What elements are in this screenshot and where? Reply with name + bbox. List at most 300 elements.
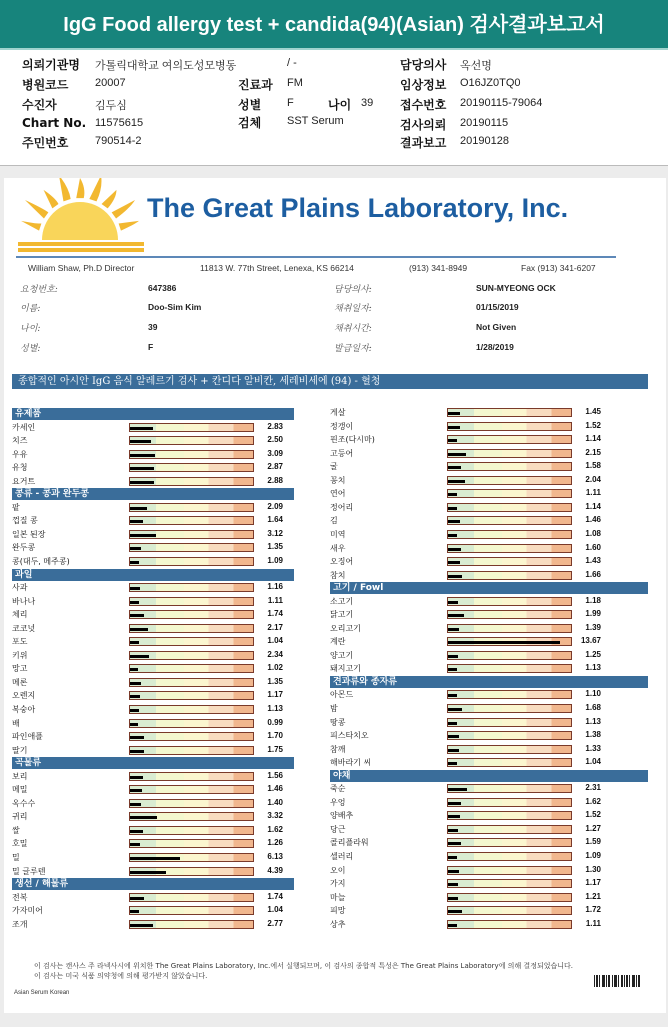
result-bar xyxy=(448,722,457,725)
food-name: 김 xyxy=(330,516,338,526)
food-name: 굴 xyxy=(330,462,338,472)
result-bar-track xyxy=(129,664,254,673)
result-bar xyxy=(448,897,458,900)
result-bar-track xyxy=(129,691,254,700)
result-value: 2.31 xyxy=(585,783,601,793)
result-bar xyxy=(130,816,157,819)
food-name: 돼지고기 xyxy=(330,664,361,674)
food-name: 배 xyxy=(12,718,20,728)
result-bar-track xyxy=(129,705,254,714)
result-bar-track xyxy=(447,879,572,888)
food-name: 전복 xyxy=(12,892,28,902)
sun-ray xyxy=(21,221,41,231)
barcode-icon xyxy=(594,975,640,987)
collect-date-value: 01/15/2019 xyxy=(476,302,519,312)
food-name: 가지 xyxy=(330,879,346,889)
result-row xyxy=(330,474,602,488)
report-date-label: 결과보고 xyxy=(400,136,447,150)
result-value: 1.30 xyxy=(585,864,601,874)
result-bar xyxy=(130,857,180,860)
result-value: 2.77 xyxy=(267,918,283,928)
patient-label: 수진자 xyxy=(22,98,57,112)
food-name: 오이 xyxy=(330,865,346,875)
result-bar-track xyxy=(129,839,254,848)
food-name: 소고기 xyxy=(330,596,354,606)
food-name: 오렌지 xyxy=(12,691,36,701)
result-row xyxy=(330,487,602,501)
result-value: 3.32 xyxy=(267,811,283,821)
sun-ray xyxy=(76,178,84,198)
sun-ray xyxy=(112,200,135,218)
result-bar-track xyxy=(129,893,254,902)
result-row xyxy=(330,743,602,757)
food-name: 땅콩 xyxy=(330,717,346,727)
result-row xyxy=(330,447,602,461)
physician-label: 담당의사: xyxy=(334,285,372,295)
result-row xyxy=(330,460,602,474)
result-bar-track xyxy=(447,462,572,471)
result-row xyxy=(330,514,602,528)
result-bar xyxy=(448,548,461,551)
result-bar xyxy=(130,924,153,927)
food-name: 당근 xyxy=(330,824,346,834)
result-bar-track xyxy=(129,557,254,566)
result-bar xyxy=(130,750,144,753)
result-value: 1.45 xyxy=(585,407,601,416)
result-bar-track xyxy=(129,906,254,915)
result-value: 1.04 xyxy=(585,757,601,767)
food-name: 죽순 xyxy=(330,784,346,794)
result-bar xyxy=(130,709,139,712)
food-name: 미역 xyxy=(330,529,346,539)
result-bar-track xyxy=(447,610,572,619)
result-row xyxy=(12,824,284,838)
section-header: 과일 xyxy=(12,569,294,581)
result-bar xyxy=(448,735,459,738)
result-bar xyxy=(130,910,139,913)
food-name: 바나나 xyxy=(12,596,36,606)
food-name: 호밀 xyxy=(12,839,28,849)
food-name: 밀 xyxy=(12,852,20,862)
sex-label: 성별 xyxy=(238,98,262,112)
clinical-info-value: O16JZ0TQ0 xyxy=(460,77,521,89)
food-name: 요거트 xyxy=(12,476,36,486)
result-value: 1.25 xyxy=(585,649,601,659)
result-bar xyxy=(448,749,459,752)
result-bar xyxy=(130,614,144,617)
age-value-en: 39 xyxy=(148,322,158,332)
specimen-value: SST Serum xyxy=(287,115,344,127)
food-name: 양고기 xyxy=(330,650,354,660)
result-bar xyxy=(130,776,143,779)
sun-ray xyxy=(102,190,117,209)
result-value: 1.75 xyxy=(267,744,283,754)
name-label: 이름: xyxy=(20,304,41,314)
result-row xyxy=(12,797,284,811)
food-name: 보리 xyxy=(12,771,28,781)
result-row xyxy=(330,756,602,770)
result-value: 1.58 xyxy=(585,461,601,471)
result-bar xyxy=(448,641,560,644)
result-value: 1.62 xyxy=(267,824,283,834)
result-bar-track xyxy=(129,530,254,539)
result-row xyxy=(12,475,284,489)
food-name: 사과 xyxy=(12,583,28,592)
result-bar-track xyxy=(447,906,572,915)
result-bar-track xyxy=(447,408,572,417)
result-bar xyxy=(130,723,138,726)
resident-id-label: 주민번호 xyxy=(22,136,69,150)
result-bar xyxy=(130,427,153,430)
result-row xyxy=(330,836,602,850)
result-value: 1.14 xyxy=(585,501,601,511)
result-row xyxy=(12,434,284,448)
sun-ray xyxy=(44,190,59,209)
food-name: 게살 xyxy=(330,408,346,417)
food-name: 정어리 xyxy=(330,502,354,512)
result-bar xyxy=(448,466,461,469)
result-value: 1.09 xyxy=(585,851,601,860)
result-row xyxy=(330,595,602,609)
result-bar xyxy=(130,843,140,846)
result-bar-track xyxy=(447,476,572,485)
result-bar-track xyxy=(447,571,572,580)
result-bar xyxy=(130,655,149,658)
result-bar-track xyxy=(129,637,254,646)
result-bar-track xyxy=(129,867,254,876)
lab-director: William Shaw, Ph.D Director xyxy=(28,263,135,273)
result-bar xyxy=(130,587,140,590)
section-header: 견과류와 종자류 xyxy=(330,676,648,688)
hospital-code-label: 병원코드 xyxy=(22,78,69,92)
result-row xyxy=(12,703,284,717)
result-bar xyxy=(130,641,139,644)
result-row xyxy=(330,796,602,810)
result-row xyxy=(330,823,602,837)
result-bar-track xyxy=(447,530,572,539)
result-value: 1.13 xyxy=(585,663,601,673)
result-value: 1.17 xyxy=(267,690,283,700)
food-name: 콩(대두, 메주콩) xyxy=(12,556,70,566)
result-bar-track xyxy=(129,719,254,728)
result-bar xyxy=(130,440,151,443)
result-row xyxy=(330,420,602,434)
clinical-info-label: 임상정보 xyxy=(400,78,447,92)
food-name: 메론 xyxy=(12,677,28,687)
result-row xyxy=(12,541,284,555)
food-name: 피망 xyxy=(330,906,346,916)
food-name: 닭고기 xyxy=(330,610,354,620)
result-value: 1.11 xyxy=(267,595,283,605)
result-bar-track xyxy=(129,651,254,660)
sun-ray xyxy=(89,178,101,201)
result-bar-track xyxy=(447,637,572,646)
result-row xyxy=(330,528,602,542)
result-value: 2.17 xyxy=(267,622,283,632)
food-name: 가자미어 xyxy=(12,906,43,916)
result-row xyxy=(12,918,284,932)
result-bar-track xyxy=(129,785,254,794)
food-name: 옥수수 xyxy=(12,798,36,808)
result-bar xyxy=(130,897,144,900)
section-header: 콩류 - 콩과 완두콩 xyxy=(12,488,294,500)
result-value: 2.88 xyxy=(267,475,283,485)
result-row xyxy=(12,676,284,690)
institution-value: 가톨릭대학교 여의도성모병동 xyxy=(95,60,237,72)
result-value: 1.39 xyxy=(585,622,601,632)
result-row xyxy=(330,501,602,515)
result-bar xyxy=(130,520,143,523)
result-bar xyxy=(448,520,460,523)
result-value: 1.09 xyxy=(267,555,283,565)
lab-fax: Fax (913) 341-6207 xyxy=(521,263,596,273)
result-bar xyxy=(448,924,457,927)
result-bar-track xyxy=(129,597,254,606)
result-value: 2.34 xyxy=(267,649,283,659)
result-value: 1.74 xyxy=(267,609,283,619)
food-name: 정갱이 xyxy=(330,421,354,431)
result-bar xyxy=(448,453,466,456)
result-bar xyxy=(130,668,138,671)
result-value: 1.38 xyxy=(585,730,601,740)
collect-date-label: 채취일자: xyxy=(334,304,372,314)
food-name: 양배추 xyxy=(330,811,354,821)
result-bar-track xyxy=(447,920,572,929)
dept-value: FM xyxy=(287,77,303,89)
result-value: 1.52 xyxy=(585,810,601,820)
result-row xyxy=(330,569,602,583)
lab-phone: (913) 341-8949 xyxy=(409,263,468,273)
result-row xyxy=(12,501,284,515)
food-name: 해바라기 씨 xyxy=(330,758,372,768)
result-bar-track xyxy=(129,746,254,755)
food-name: 밤 xyxy=(330,704,338,713)
result-bar-track xyxy=(447,718,572,727)
result-value: 1.64 xyxy=(267,515,283,525)
result-bar-track xyxy=(129,543,254,552)
issue-date-label: 발급일자: xyxy=(334,344,372,354)
result-row xyxy=(330,702,602,716)
report-title-bar xyxy=(0,0,668,50)
result-bar-track xyxy=(447,838,572,847)
result-value: 0.99 xyxy=(267,717,283,727)
result-value: 1.26 xyxy=(267,838,283,848)
receipt-no-value: 20190115-79064 xyxy=(460,97,543,109)
result-value: 1.10 xyxy=(585,689,601,699)
food-name: 계란 xyxy=(330,637,346,647)
age-label: 나이 xyxy=(328,98,352,112)
food-name: 오징어 xyxy=(330,557,354,567)
food-name: 마늘 xyxy=(330,892,346,902)
result-row xyxy=(330,649,602,663)
result-value: 1.59 xyxy=(585,837,601,847)
result-value: 1.14 xyxy=(585,434,601,444)
disclaimer-text: 이 검사는 캔사스 주 라넥사시에 위치한 The Great Plains Laboratory, Inc.에서 실행되므며, 이 검사의 종합적 특성은 The Great Plains Laboratory에 의해 결정되었습니다. 이 검사는 미국 식품 의약청에 의해 평가받지 않았습니다. xyxy=(34,962,573,980)
result-row xyxy=(330,864,602,878)
result-value: 2.09 xyxy=(267,501,283,511)
result-value: 3.09 xyxy=(267,448,283,458)
sex-value-en: F xyxy=(148,342,154,352)
result-bar-track xyxy=(447,745,572,754)
result-value: 1.04 xyxy=(267,905,283,915)
req-no-value: 647386 xyxy=(148,283,177,293)
result-bar-track xyxy=(129,772,254,781)
result-bar xyxy=(130,481,154,484)
result-value: 2.87 xyxy=(267,462,283,472)
result-row xyxy=(330,782,602,796)
result-row xyxy=(330,662,602,676)
result-row xyxy=(12,649,284,663)
result-bar-track xyxy=(447,784,572,793)
result-row xyxy=(12,595,284,609)
issue-date-value: 1/28/2019 xyxy=(476,342,514,352)
result-bar-track xyxy=(129,436,254,445)
food-name: 키위 xyxy=(12,650,28,660)
result-value: 1.62 xyxy=(585,796,601,806)
result-bar xyxy=(448,493,457,496)
result-bar xyxy=(448,694,457,697)
result-value: 3.12 xyxy=(267,528,283,538)
lab-report-page xyxy=(4,178,666,1013)
food-name: 메밀 xyxy=(12,785,28,795)
result-value: 1.68 xyxy=(585,703,601,712)
result-bar-track xyxy=(129,503,254,512)
dept-label: 진료과 xyxy=(238,78,273,92)
result-value: 1.18 xyxy=(585,595,601,605)
result-row xyxy=(12,744,284,758)
result-bar xyxy=(448,708,462,711)
food-name: 조개 xyxy=(12,919,28,929)
lab-address: 11813 W. 77th Street, Lenexa, KS 66214 xyxy=(200,263,354,273)
result-bar xyxy=(448,883,458,886)
food-name: 복숭아 xyxy=(12,704,36,714)
food-name: 우엉 xyxy=(330,797,346,807)
result-bar xyxy=(448,910,462,913)
footer-note: Asian Serum Korean xyxy=(14,990,70,996)
result-row xyxy=(12,851,284,865)
result-bar xyxy=(130,789,142,792)
result-bar-track xyxy=(447,866,572,875)
result-bar-track xyxy=(447,704,572,713)
result-row xyxy=(330,850,602,864)
result-value: 1.35 xyxy=(267,676,283,686)
food-name: 연어 xyxy=(330,489,346,499)
food-name: 셀러리 xyxy=(330,852,354,861)
result-bar-track xyxy=(447,597,572,606)
result-bar xyxy=(448,870,459,873)
food-name: 껍질 콩 xyxy=(12,516,38,526)
name-value: Doo-Sim Kim xyxy=(148,302,202,312)
result-bar-track xyxy=(447,731,572,740)
result-row xyxy=(330,809,602,823)
result-value: 1.72 xyxy=(585,905,601,915)
food-name: 꽁치 xyxy=(330,475,346,485)
result-row xyxy=(12,904,284,918)
result-value: 1.56 xyxy=(267,770,283,780)
food-name: 망고 xyxy=(12,664,28,674)
result-bar xyxy=(130,628,148,631)
result-bar-track xyxy=(129,826,254,835)
result-value: 1.46 xyxy=(267,784,283,794)
section-header: 생선 / 해물류 xyxy=(12,878,294,890)
result-row xyxy=(330,891,602,905)
result-bar xyxy=(130,601,139,604)
report-title: IgG Food allergy test + candida(94)(Asian) 검사결과보고서 xyxy=(63,14,605,36)
request-info-panel xyxy=(0,50,668,166)
result-bar-track xyxy=(447,664,572,673)
result-bar xyxy=(130,547,141,550)
doctor-value: 옥선명 xyxy=(460,60,492,72)
result-bar xyxy=(448,561,460,564)
result-value: 13.67 xyxy=(580,636,601,646)
specimen-label: 검체 xyxy=(238,116,262,130)
result-row xyxy=(12,783,284,797)
age-label-en: 나이: xyxy=(20,324,41,334)
result-bar-track xyxy=(447,758,572,767)
result-value: 1.35 xyxy=(267,542,283,552)
result-value: 1.40 xyxy=(267,797,283,807)
result-row xyxy=(330,406,602,420)
result-value: 1.17 xyxy=(585,878,601,888)
result-bar-track xyxy=(447,557,572,566)
result-bar xyxy=(130,803,141,806)
food-name: 포도 xyxy=(12,637,28,647)
result-bar-track xyxy=(447,651,572,660)
result-row xyxy=(12,689,284,703)
chart-no-label: Chart No. xyxy=(22,116,87,130)
result-bar-track xyxy=(447,624,572,633)
result-value: 1.16 xyxy=(267,582,283,591)
food-name: 귀리 xyxy=(12,812,28,822)
collect-time-value: Not Given xyxy=(476,322,517,332)
result-value: 1.21 xyxy=(585,891,601,901)
result-bar-track xyxy=(447,811,572,820)
result-bar xyxy=(448,829,458,832)
result-value: 2.04 xyxy=(585,474,601,484)
result-row xyxy=(12,770,284,784)
result-bar-track xyxy=(447,825,572,834)
result-row xyxy=(12,461,284,475)
result-bar-track xyxy=(447,449,572,458)
result-bar-track xyxy=(129,583,254,592)
result-bar xyxy=(448,507,457,510)
institution-ward: / - xyxy=(287,57,297,69)
result-bar xyxy=(448,426,460,429)
food-name: 완두콩 xyxy=(12,543,36,553)
section-header: 유제품 xyxy=(12,408,294,420)
result-bar xyxy=(130,534,156,537)
sex-label-en: 성별: xyxy=(20,344,41,354)
result-bar-track xyxy=(447,489,572,498)
result-row xyxy=(330,729,602,743)
result-bar xyxy=(130,871,166,874)
result-value: 1.66 xyxy=(585,569,601,579)
result-bar xyxy=(448,655,458,658)
result-row xyxy=(12,730,284,744)
result-row xyxy=(330,918,602,932)
result-bar xyxy=(448,439,457,442)
result-value: 1.33 xyxy=(585,743,601,753)
result-value: 1.13 xyxy=(585,716,601,726)
result-row xyxy=(330,433,602,447)
food-name: 밀 글루텐 xyxy=(12,866,46,876)
report-date-value: 20190128 xyxy=(460,135,509,147)
result-row xyxy=(12,581,284,595)
result-bar-track xyxy=(129,624,254,633)
resident-id-value: 790514-2 xyxy=(95,135,142,147)
result-row xyxy=(12,810,284,824)
result-bar-track xyxy=(129,678,254,687)
